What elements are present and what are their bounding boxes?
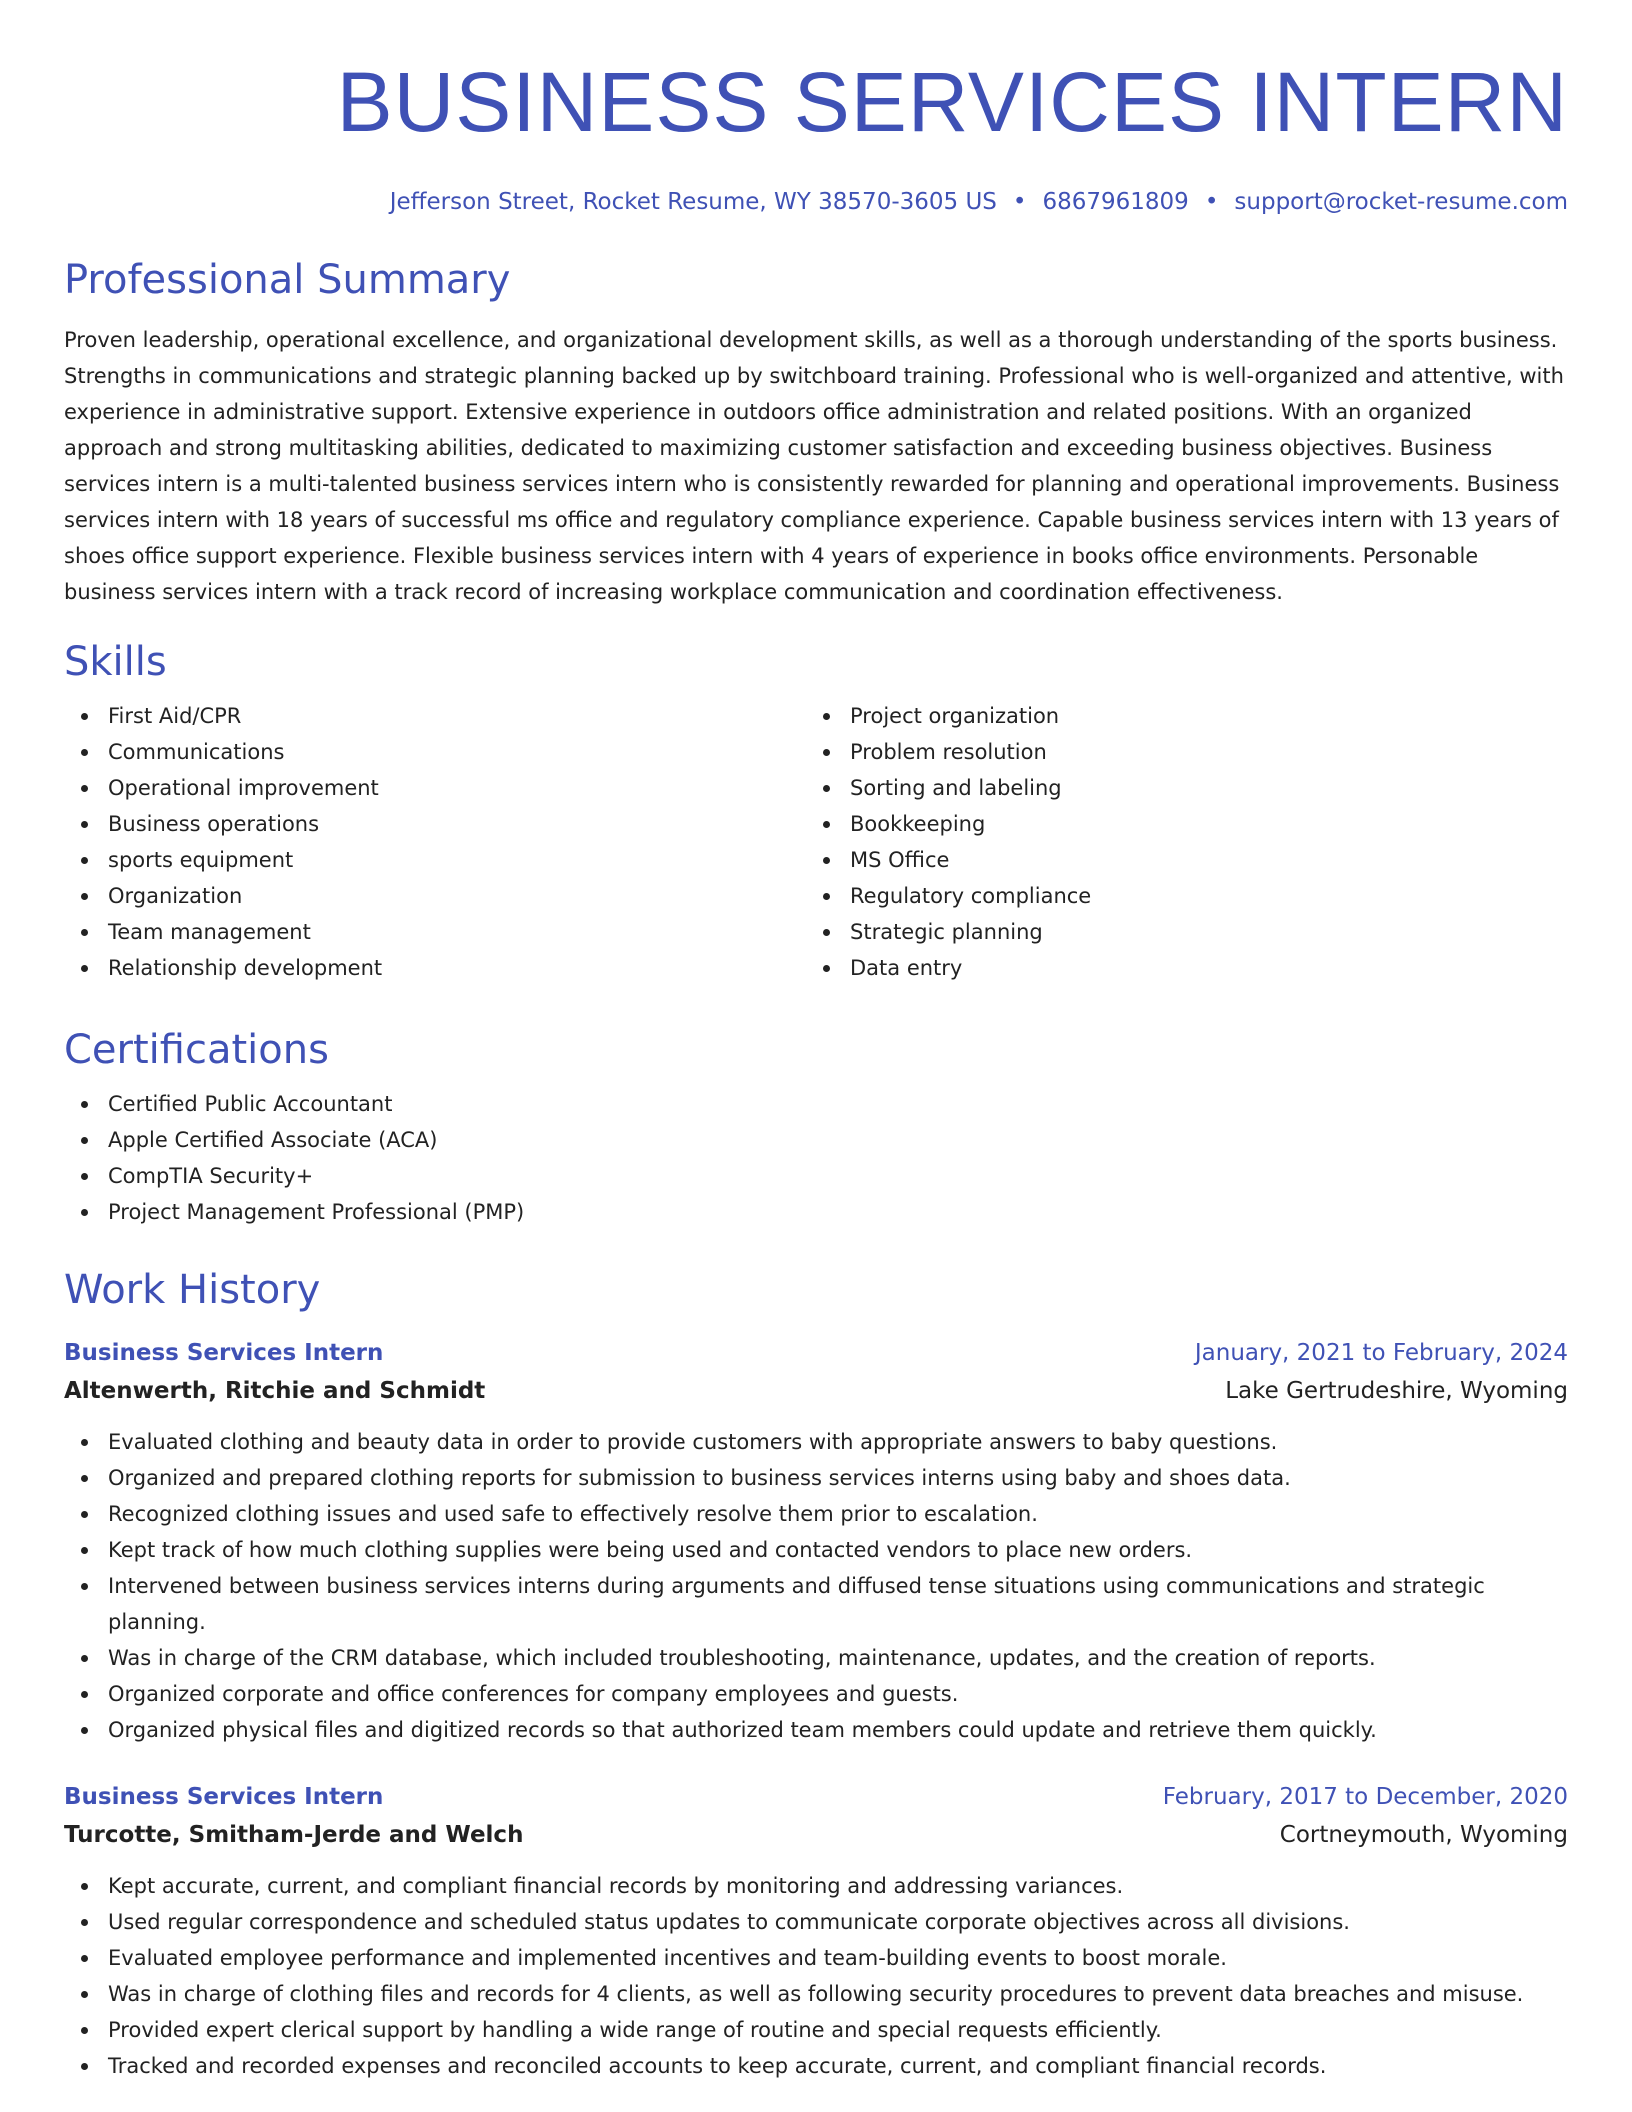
skill-item: Communications bbox=[108, 734, 806, 770]
job-company-row bbox=[64, 1372, 1568, 1410]
job-company: Turcotte, Smitham-Jerde and Welch bbox=[64, 1822, 524, 1848]
skill-item: Business operations bbox=[108, 806, 806, 842]
summary-heading: Professional Summary bbox=[64, 257, 511, 303]
skill-item: Regulatory compliance bbox=[850, 878, 1548, 914]
skill-item: Operational improvement bbox=[108, 770, 806, 806]
job-company: Altenwerth, Ritchie and Schmidt bbox=[64, 1378, 486, 1404]
job-bullets bbox=[64, 1868, 1568, 2084]
job-entry bbox=[64, 1778, 1568, 2084]
job-bullet: Organized physical files and digitized records so that authorized team members could update and retrieve them quickly. bbox=[108, 1712, 1568, 1748]
certifications-list bbox=[64, 1086, 1568, 1230]
job-header-row bbox=[64, 1334, 1568, 1372]
job-bullet: Evaluated employee performance and implemented incentives and team-building events to boost morale. bbox=[108, 1940, 1568, 1976]
contact-line bbox=[64, 186, 1568, 218]
resume-page bbox=[64, 0, 1568, 2084]
certification-item: CompTIA Security+ bbox=[108, 1158, 1568, 1194]
job-bullet: Was in charge of the CRM database, which included troubleshooting, maintenance, updates, and the creation of reports. bbox=[108, 1640, 1568, 1676]
work-history-heading: Work History bbox=[64, 1267, 321, 1313]
skill-item: Bookkeeping bbox=[850, 806, 1548, 842]
job-dates: January, 2021 to February, 2024 bbox=[1194, 1340, 1568, 1366]
certification-item: Project Management Professional (PMP) bbox=[108, 1194, 1568, 1230]
job-bullet: Tracked and recorded expenses and reconciled accounts to keep accurate, current, and compliant financial records. bbox=[108, 2048, 1568, 2084]
skills-columns bbox=[64, 698, 1568, 986]
skills-heading: Skills bbox=[64, 639, 167, 685]
job-location: Lake Gertrudeshire, Wyoming bbox=[1225, 1378, 1568, 1404]
job-bullet: Was in charge of clothing files and records for 4 clients, as well as following security procedures to prevent data breaches and misuse. bbox=[108, 1976, 1568, 2012]
job-bullet: Kept track of how much clothing supplies were being used and contacted vendors to place new orders. bbox=[108, 1532, 1568, 1568]
skill-item: Organization bbox=[108, 878, 806, 914]
contact-email: support@rocket-resume.com bbox=[1234, 189, 1568, 215]
certification-item: Certified Public Accountant bbox=[108, 1086, 1568, 1122]
job-header-row bbox=[64, 1778, 1568, 1816]
contact-address: Jefferson Street, Rocket Resume, WY 38570-3605 US bbox=[389, 189, 997, 215]
job-bullet: Kept accurate, current, and compliant financial records by monitoring and addressing variances. bbox=[108, 1868, 1568, 1904]
skill-item: Relationship development bbox=[108, 950, 806, 986]
job-bullet: Provided expert clerical support by handling a wide range of routine and special requests efficiently. bbox=[108, 2012, 1568, 2048]
skill-item: MS Office bbox=[850, 842, 1548, 878]
job-company-row bbox=[64, 1816, 1568, 1854]
skills-list-right bbox=[806, 698, 1548, 986]
job-dates: February, 2017 to December, 2020 bbox=[1162, 1784, 1568, 1810]
skill-item: Project organization bbox=[850, 698, 1548, 734]
skill-item: Problem resolution bbox=[850, 734, 1548, 770]
skill-item: Team management bbox=[108, 914, 806, 950]
skills-list-left bbox=[64, 698, 806, 986]
job-bullet: Organized corporate and office conferences for company employees and guests. bbox=[108, 1676, 1568, 1712]
job-bullet: Evaluated clothing and beauty data in order to provide customers with appropriate answers to baby questions. bbox=[108, 1424, 1568, 1460]
summary-text: Proven leadership, operational excellence, and organizational development skills, as well as a thorough understanding of the sports business. Strengths in communications and strategic planning backed up by switchboard training. Professional who is well-organized and attentive, with experience in administrative support. Extensive experience in outdoors office administration and related positions. With an organized approach and strong multitasking abilities, dedicated to maximizing customer satisfaction and exceeding business objectives. Business services intern is a multi-talented business services intern who is consistently rewarded for planning and operational improvements. Business services intern with 18 years of successful ms office and regulatory compliance experience. Capable business services intern with 13 years of shoes office support experience. Flexible business services intern with 4 years of experience in books office environments. Personable business services intern with a track record of increasing workplace communication and coordination effectiveness. bbox=[64, 328, 1564, 604]
job-bullet: Recognized clothing issues and used safe to effectively resolve them prior to escalation. bbox=[108, 1496, 1568, 1532]
skill-item: Data entry bbox=[850, 950, 1548, 986]
job-location: Cortneymouth, Wyoming bbox=[1279, 1822, 1568, 1848]
job-bullet: Intervened between business services interns during arguments and diffused tense situations using communications and strategic planning. bbox=[108, 1568, 1568, 1640]
contact-phone: 6867961809 bbox=[1042, 189, 1189, 215]
certification-item: Apple Certified Associate (ACA) bbox=[108, 1122, 1568, 1158]
job-role: Business Services Intern bbox=[64, 1784, 384, 1810]
resume-title: BUSINESS SERVICES INTERN bbox=[336, 55, 1568, 149]
job-bullets bbox=[64, 1424, 1568, 1748]
skill-item: First Aid/CPR bbox=[108, 698, 806, 734]
skill-item: Strategic planning bbox=[850, 914, 1548, 950]
skill-item: Sorting and labeling bbox=[850, 770, 1548, 806]
contact-separator: • bbox=[1012, 189, 1027, 215]
contact-separator: • bbox=[1204, 189, 1219, 215]
job-bullet: Organized and prepared clothing reports for submission to business services interns using baby and shoes data. bbox=[108, 1460, 1568, 1496]
job-entry bbox=[64, 1334, 1568, 1748]
job-role: Business Services Intern bbox=[64, 1340, 384, 1366]
job-bullet: Used regular correspondence and scheduled status updates to communicate corporate objectives across all divisions. bbox=[108, 1904, 1568, 1940]
skill-item: sports equipment bbox=[108, 842, 806, 878]
certifications-heading: Certifications bbox=[64, 1027, 329, 1073]
